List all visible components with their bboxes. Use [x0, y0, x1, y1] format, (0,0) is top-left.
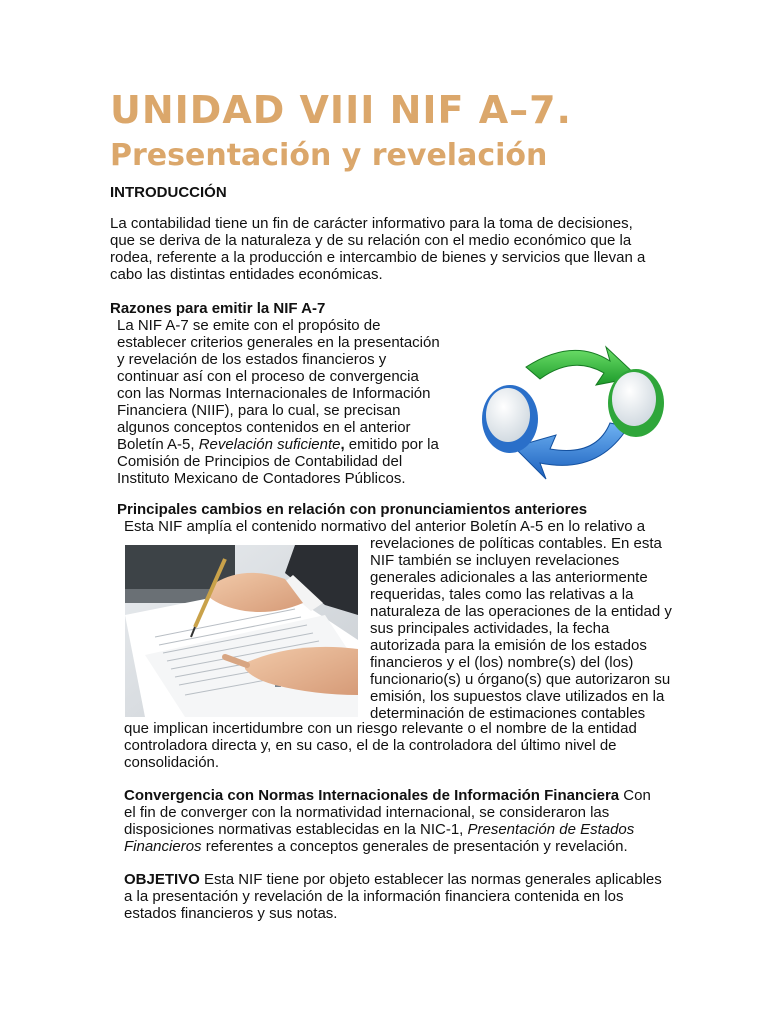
text-line: continuar así con el proceso de convergencia: [117, 368, 419, 385]
text-line: funcionario(s) u órgano(s) que autorizaron su: [370, 671, 671, 688]
text-line: determinación de estimaciones contables: [370, 705, 646, 722]
text-line: La contabilidad tiene un fin de carácter informativo para la toma de decisiones,: [110, 215, 633, 232]
text-line: NIF también se incluyen revelaciones: [370, 552, 620, 569]
text-line: rodea, referente a la producción e intercambio de bienes y servicios que llevan a: [110, 249, 646, 266]
convergencia-heading: Convergencia con Normas Internacionales de Información Financiera: [124, 787, 620, 804]
text-line: Financiera (NIIF), para lo cual, se precisan: [117, 402, 401, 419]
text-line: naturaleza de las operaciones de la entidad y: [370, 603, 672, 620]
hands-documents-photo: [125, 545, 358, 717]
text-line: consolidación.: [124, 754, 220, 771]
text-line: que implican incertidumbre con un riesgo relevante o el nombre de la entidad: [124, 720, 637, 737]
text-line: autorizada para la emisión de los estados: [370, 637, 647, 654]
razones-heading: Razones para emitir la NIF A-7: [110, 300, 326, 317]
text-line: revelaciones de políticas contables. En esta: [370, 535, 662, 552]
text-line: [124, 787, 651, 804]
recycle-arrows-icon: [478, 335, 668, 485]
convergencia-paragraph: [124, 787, 651, 855]
cambios-wrapped-text: [370, 535, 672, 722]
text-line: algunos conceptos contenidos en el anterior: [117, 419, 411, 436]
text-line: cabo las distintas entidades económicas.: [110, 266, 383, 283]
cambios-heading: Principales cambios en relación con pronunciamientos anteriores: [117, 501, 588, 518]
text-segment: emitido por la: [344, 436, 439, 453]
intro-paragraph: [110, 215, 645, 283]
objetivo-label: OBJETIVO: [124, 871, 200, 888]
objetivo-paragraph: [124, 871, 662, 922]
text-segment-italic: Presentación de Estados: [467, 821, 635, 838]
text-line: estados financieros y sus notas.: [124, 905, 338, 922]
text-segment-italic: Revelación suficiente: [198, 436, 341, 453]
cambios-first-line: Esta NIF amplía el contenido normativo del anterior Boletín A-5 en lo relativo a: [124, 518, 646, 535]
text-line: [124, 871, 662, 888]
intro-heading: INTRODUCCIÓN: [110, 184, 227, 201]
text-line: el fin de converger con la normatividad internacional, se consideraron las: [124, 804, 610, 821]
text-line: que se deriva de la naturaleza y de su relación con el medio económico que la: [110, 232, 632, 249]
text-line: a la presentación y revelación de la información financiera contenida en los: [124, 888, 624, 905]
text-line: Instituto Mexicano de Contadores Públicos.: [117, 470, 406, 487]
text-line: controladora directa y, en su caso, el de la controladora del último nivel de: [124, 737, 617, 754]
text-segment-italic: Financieros: [124, 838, 202, 855]
text-line: con las Normas Internacionales de Información: [117, 385, 431, 402]
text-segment: Boletín A-5,: [117, 436, 199, 453]
text-segment: disposiciones normativas establecidas en la NIC-1,: [124, 821, 468, 838]
page-subtitle: Presentación y revelación: [110, 138, 548, 173]
text-line: requeridas, tales como las relativas a la: [370, 586, 634, 603]
text-line: establecer criterios generales en la presentación: [117, 334, 440, 351]
text-line: sus principales actividades, la fecha: [370, 620, 610, 637]
text-line: [124, 821, 651, 838]
text-line: La NIF A-7 se emite con el propósito de: [117, 317, 381, 334]
text-segment: referentes a conceptos generales de presentación y revelación.: [201, 838, 628, 855]
text-line: financieros y el (los) nombre(s) del (los): [370, 654, 634, 671]
cambios-bottom-text: [124, 720, 637, 771]
text-line: Comisión de Principios de Contabilidad del: [117, 453, 403, 470]
text-line: emisión, los supuestos clave utilizados en la: [370, 688, 665, 705]
text-line: [117, 436, 440, 453]
page-title: UNIDAD VIII NIF A–7.: [110, 88, 572, 132]
text-segment: Esta NIF tiene por objeto establecer las normas generales aplicables: [199, 871, 662, 888]
text-segment-bold: ,: [340, 436, 345, 453]
text-line: y revelación de los estados financieros y: [117, 351, 387, 368]
text-line: [124, 838, 651, 855]
text-segment: Con: [619, 787, 651, 804]
text-line: generales adicionales a las anteriormente: [370, 569, 648, 586]
razones-paragraph: [117, 317, 440, 487]
